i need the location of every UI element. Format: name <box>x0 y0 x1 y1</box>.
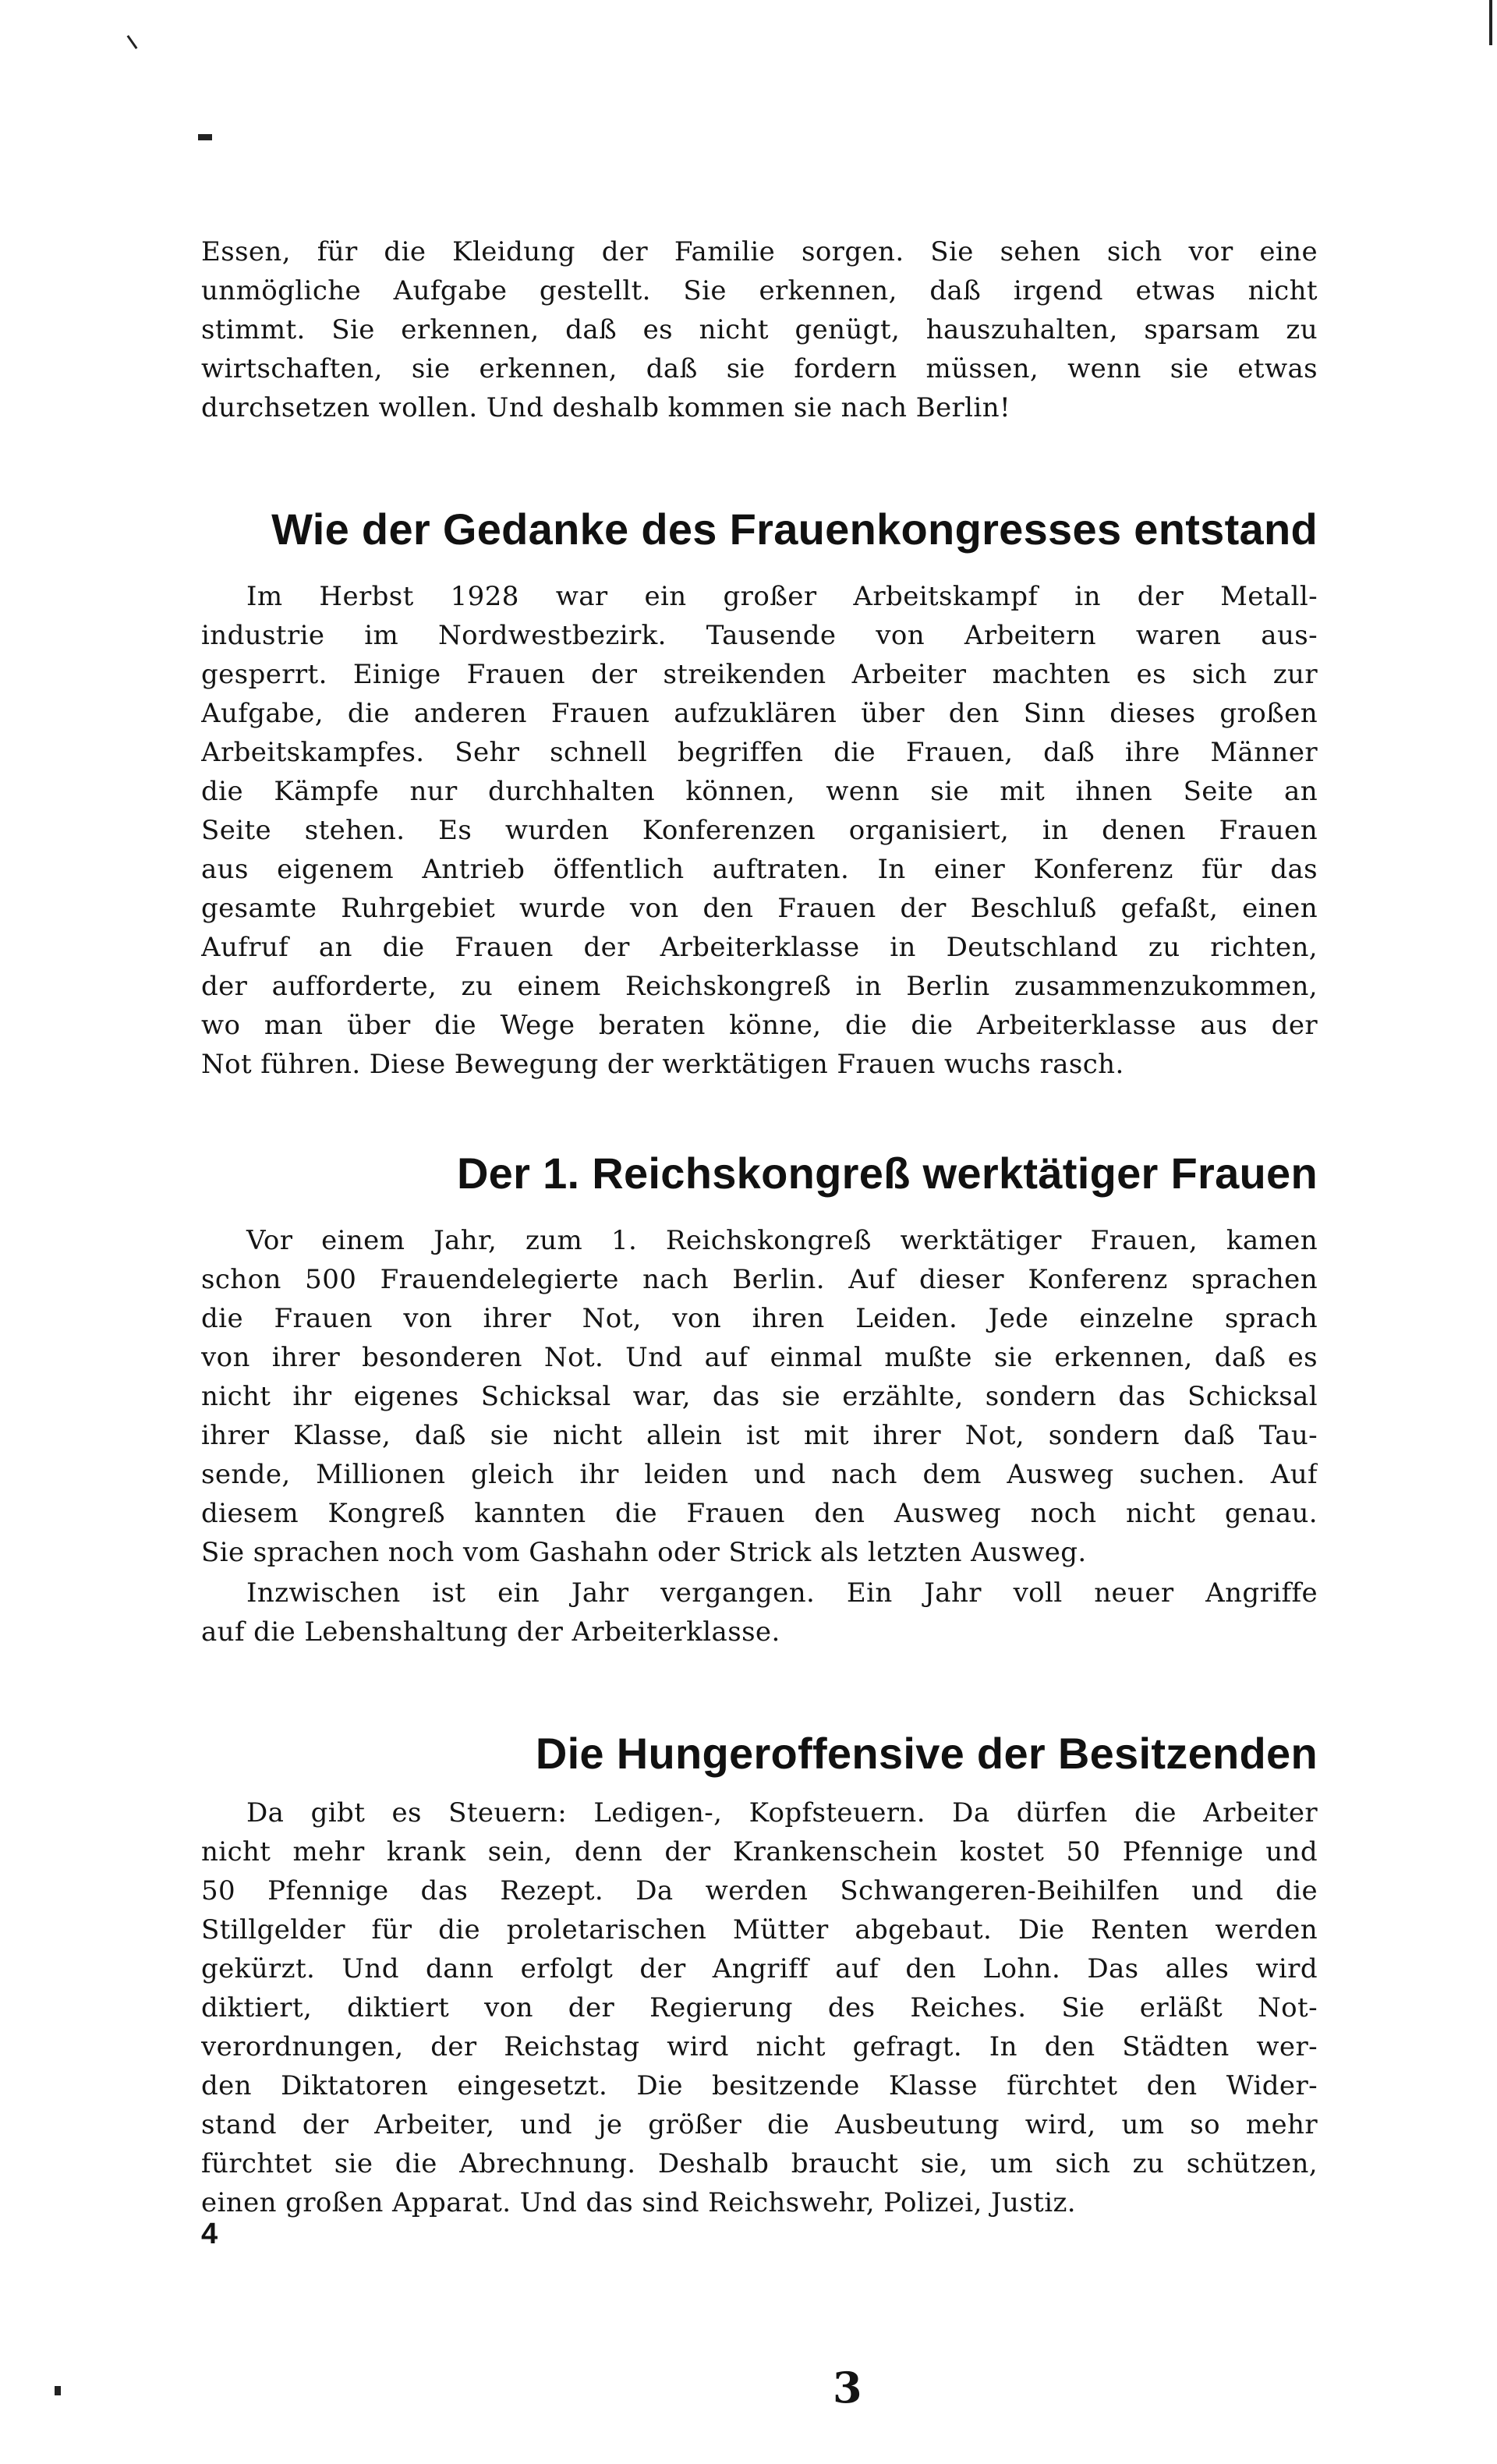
text-line: stand der Arbeiter, und je größer die Ausbeutung wird, um so mehr <box>201 2109 1318 2140</box>
text-line: Inzwischen ist ein Jahr vergangen. Ein Jahr voll neuer Angriffe <box>246 1577 1318 1609</box>
text-line: Seite stehen. Es wurden Konferenzen organisiert, in denen Frauen <box>201 815 1318 846</box>
text-line: gekürzt. Und dann erfolgt der Angriff auf den Lohn. Das alles wird <box>201 1953 1318 1984</box>
text-line: Not führen. Diese Bewegung der werktätigen Frauen wuchs rasch. <box>201 1049 1124 1080</box>
section-2-paragraph-2 <box>201 1574 1318 1652</box>
text-line: wo man über die Wege beraten könne, die die Arbeiterklasse aus der <box>201 1010 1318 1041</box>
text-line: Essen, für die Kleidung der Familie sorgen. Sie sehen sich vor eine <box>201 236 1318 267</box>
section-heading: Wie der Gedanke des Frauenkongresses entstand <box>271 504 1318 554</box>
text-line: Aufruf an die Frauen der Arbeiterklasse in Deutschland zu richten, <box>201 932 1318 963</box>
text-line: Da gibt es Steuern: Ledigen-, Kopfsteuern. Da dürfen die Arbeiter <box>246 1797 1318 1829</box>
section-heading: Der 1. Reichskongreß werktätiger Frauen <box>456 1149 1318 1198</box>
text-line: Arbeitskampfes. Sehr schnell begriffen die Frauen, daß ihre Männer <box>201 737 1318 768</box>
text-line: diktiert, diktiert von der Regierung des Reiches. Sie erläßt Not- <box>201 1992 1318 2023</box>
section-3-heading-wrap <box>201 1726 1318 1781</box>
text-line: Im Herbst 1928 war ein großer Arbeitskampf in der Metall- <box>246 581 1318 612</box>
text-line: nicht ihr eigenes Schicksal war, das sie erzählte, sondern das Schicksal <box>201 1381 1318 1412</box>
text-line: von ihrer besonderen Not. Und auf einmal mußte sie erkennen, daß es <box>201 1342 1318 1373</box>
text-line: 50 Pfennige das Rezept. Da werden Schwangeren-Beihilfen und die <box>201 1875 1318 1906</box>
text-line: Aufgabe, die anderen Frauen aufzuklären über den Sinn dieses großen <box>201 698 1318 729</box>
signature-mark: 3 <box>833 2363 862 2413</box>
text-line: der aufforderte, zu einem Reichskongreß in Berlin zusammenzukommen, <box>201 971 1318 1002</box>
text-line: Vor einem Jahr, zum 1. Reichskongreß werktätiger Frauen, kamen <box>246 1225 1318 1256</box>
text-line: diesem Kongreß kannten die Frauen den Ausweg noch nicht genau. <box>201 1498 1318 1529</box>
page-number: 4 <box>201 2218 218 2250</box>
text-line: gesperrt. Einige Frauen der streikenden Arbeiter machten es sich zur <box>201 659 1318 690</box>
text-line: Stillgelder für die proletarischen Mütter abgebaut. Die Renten werden <box>201 1914 1318 1945</box>
text-line: den Diktatoren eingesetzt. Die besitzende Klasse fürchtet den Wider- <box>201 2070 1318 2101</box>
text-line: ihrer Klasse, daß sie nicht allein ist mit ihrer Not, sondern daß Tau- <box>201 1420 1318 1451</box>
text-line: verordnungen, der Reichstag wird nicht gefragt. In den Städten wer- <box>201 2031 1318 2062</box>
text-line: die Frauen von ihrer Not, von ihren Leiden. Jede einzelne sprach <box>201 1303 1318 1334</box>
section-1-heading-wrap <box>201 502 1318 557</box>
text-line: gesamte Ruhrgebiet wurde von den Frauen der Beschluß gefaßt, einen <box>201 893 1318 924</box>
text-line: die Kämpfe nur durchhalten können, wenn sie mit ihnen Seite an <box>201 776 1318 807</box>
section-3-paragraph <box>201 1793 1318 2222</box>
text-line: einen großen Apparat. Und das sind Reichswehr, Polizei, Justiz. <box>201 2187 1077 2218</box>
text-line: sende, Millionen gleich ihr leiden und nach dem Ausweg suchen. Auf <box>201 1459 1318 1490</box>
text-line: aus eigenem Antrieb öffentlich auftraten. In einer Konferenz für das <box>201 854 1318 885</box>
scan-dash-mark <box>198 134 212 140</box>
intro-paragraph <box>201 232 1318 427</box>
scan-edge-mark <box>1489 0 1492 45</box>
text-line: wirtschaften, sie erkennen, daß sie fordern müssen, wenn sie etwas <box>201 353 1318 384</box>
section-heading: Die Hungeroffensive der Besitzenden <box>535 1729 1318 1778</box>
section-2-heading-wrap <box>201 1146 1318 1201</box>
text-line: durchsetzen wollen. Und deshalb kommen sie nach Berlin! <box>201 392 1011 423</box>
section-2-paragraph <box>201 1221 1318 1572</box>
text-line: nicht mehr krank sein, denn der Krankenschein kostet 50 Pfennige und <box>201 1836 1318 1867</box>
text-line: fürchtet sie die Abrechnung. Deshalb braucht sie, um sich zu schützen, <box>201 2148 1318 2179</box>
scan-corner-mark <box>55 2386 61 2395</box>
section-1-paragraph <box>201 577 1318 1084</box>
text-line: schon 500 Frauendelegierte nach Berlin. Auf dieser Konferenz sprachen <box>201 1264 1318 1295</box>
text-line: auf die Lebenshaltung der Arbeiterklasse. <box>201 1616 780 1648</box>
text-line: industrie im Nordwestbezirk. Tausende von Arbeitern waren aus- <box>201 620 1318 651</box>
scan-tick-mark <box>127 35 138 49</box>
text-line: unmögliche Aufgabe gestellt. Sie erkennen, daß irgend etwas nicht <box>201 275 1318 306</box>
text-line: stimmt. Sie erkennen, daß es nicht genügt, hauszuhalten, sparsam zu <box>201 314 1318 345</box>
text-line: Sie sprachen noch vom Gashahn oder Strick als letzten Ausweg. <box>201 1537 1087 1568</box>
